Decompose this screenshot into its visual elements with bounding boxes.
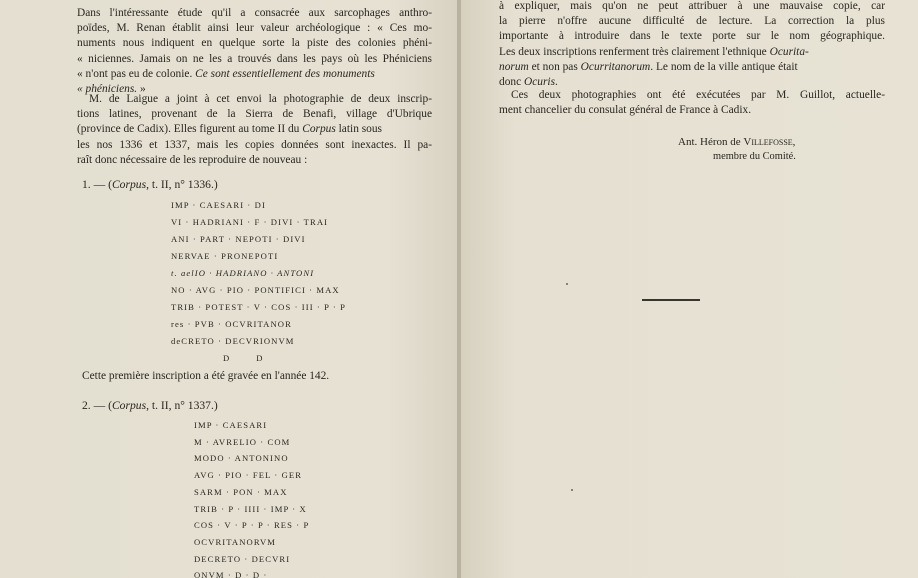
inscription-line: IMP · CAESARI · DI bbox=[171, 200, 266, 210]
paragraph-laigue bbox=[77, 92, 432, 168]
text-line: « niciennes. Jamais on ne les a trouvés dans les pays où les Phéniciens bbox=[77, 52, 432, 65]
text-line: norum et non pas Ocurritanorum. Le nom de la ville antique était bbox=[499, 60, 798, 73]
text-line: tions latines, provenant de la Sierra de Benafi, village d'Ubrique bbox=[77, 108, 432, 121]
paper-speck bbox=[566, 283, 568, 285]
inscription-line: M · AVRELIO · COM bbox=[194, 436, 291, 447]
inscription-line: ONVM · D · D · bbox=[194, 570, 268, 578]
text-line: M. de Laigue a joint à cet envoi la photographie de deux inscrip- bbox=[89, 93, 432, 105]
text-line: donc Ocuris. bbox=[499, 76, 558, 89]
inscription-line: DECRETO · DECVRI bbox=[194, 553, 291, 564]
inscription-line: TRIB · POTEST · V · COS · III · P · P bbox=[171, 302, 347, 312]
inscription-line: SARM · PON · MAX bbox=[194, 486, 288, 497]
paragraph-correction bbox=[499, 0, 885, 90]
text-line: (province de Cadix). Elles figurent au tome II du Corpus latin sous bbox=[77, 123, 382, 136]
text-line: Ces deux photographies ont été exécutées par M. Guillot, actuelle- bbox=[511, 89, 885, 101]
text-line: à expliquer, mais qu'on ne peut attribuer à une mauvaise copie, car bbox=[499, 0, 885, 12]
text-line: Les deux inscriptions renferment très clairement l'ethnique Ocurita- bbox=[499, 45, 809, 58]
text-line: ment chancelier du consulat général de France à Cadix. bbox=[499, 104, 752, 117]
paragraph-photographs bbox=[499, 88, 885, 118]
inscription-line: MODO · ANTONINO bbox=[194, 453, 289, 464]
inscription-line: res · PVB · OCVRITANOR bbox=[171, 319, 292, 329]
section-divider bbox=[642, 299, 700, 301]
text-line: Dans l'intéressante étude qu'il a consacrée aux sarcophages anthro- bbox=[77, 7, 432, 19]
text-line: raît donc nécessaire de les reproduire de nouveau : bbox=[77, 153, 308, 166]
paragraph-date-note bbox=[82, 369, 442, 384]
inscription-line: OCVRITANORVM bbox=[194, 536, 277, 547]
inscription-line: NO · AVG · PIO · PONTIFICI · MAX bbox=[171, 285, 340, 295]
signature-role: membre du Comité. bbox=[713, 151, 796, 162]
inscription-line: ANI · PART · NEPOTI · DIVI bbox=[171, 234, 306, 244]
paper-speck bbox=[571, 489, 573, 491]
inscription-line: t. aelIO · HADRIANO · ANTONI bbox=[171, 268, 315, 278]
inscription-2 bbox=[194, 417, 309, 578]
inscription-2-heading: 2. — (Corpus, t. II, n° 1337.) bbox=[82, 399, 218, 412]
text-line: « n'ont pas eu de colonie. Ce sont essentiellement des monuments bbox=[77, 67, 375, 80]
inscription-line: TRIB · P · IIII · IMP · X bbox=[194, 503, 307, 514]
inscription-line: AVG · PIO · FEL · GER bbox=[194, 470, 303, 481]
inscription-line: deCRETO · DECVRIONVM bbox=[171, 336, 295, 346]
inscription-line: VI · HADRIANI · F · DIVI · TRAI bbox=[171, 217, 329, 227]
text-line: Cette première inscription a été gravée en l'année 142. bbox=[82, 370, 330, 382]
text-line: « phéniciens. » bbox=[77, 83, 146, 96]
text-line: les nos 1336 et 1337, mais les copies données sont inexactes. Il pa- bbox=[77, 138, 432, 151]
paragraph-renan bbox=[77, 6, 432, 97]
text-line: poïdes, M. Renan établit ainsi leur valeur archéologique : « Ces mo- bbox=[77, 22, 432, 35]
inscription-line: IMP · CAESARI bbox=[194, 420, 268, 430]
text-line: la pierre n'offre aucune difficulté de lecture. La correction la plus bbox=[499, 15, 885, 28]
text-line: numents nous indiquent en quelque sorte la piste des colonies phéni- bbox=[77, 37, 432, 50]
left-page bbox=[0, 0, 457, 578]
inscription-line: D D bbox=[223, 353, 264, 363]
inscription-1-heading: 1. — (Corpus, t. II, n° 1336.) bbox=[82, 178, 218, 191]
right-page bbox=[461, 0, 918, 578]
inscription-line: COS · V · P · P · RES · P bbox=[194, 520, 310, 531]
inscription-line: NERVAE · PRONEPOTI bbox=[171, 251, 279, 261]
signature-name: Ant. Héron de Villefosse, bbox=[678, 136, 796, 148]
text-line: importante à introduire dans le texte porte sur le nom géographique. bbox=[499, 30, 885, 43]
inscription-1 bbox=[171, 197, 346, 367]
